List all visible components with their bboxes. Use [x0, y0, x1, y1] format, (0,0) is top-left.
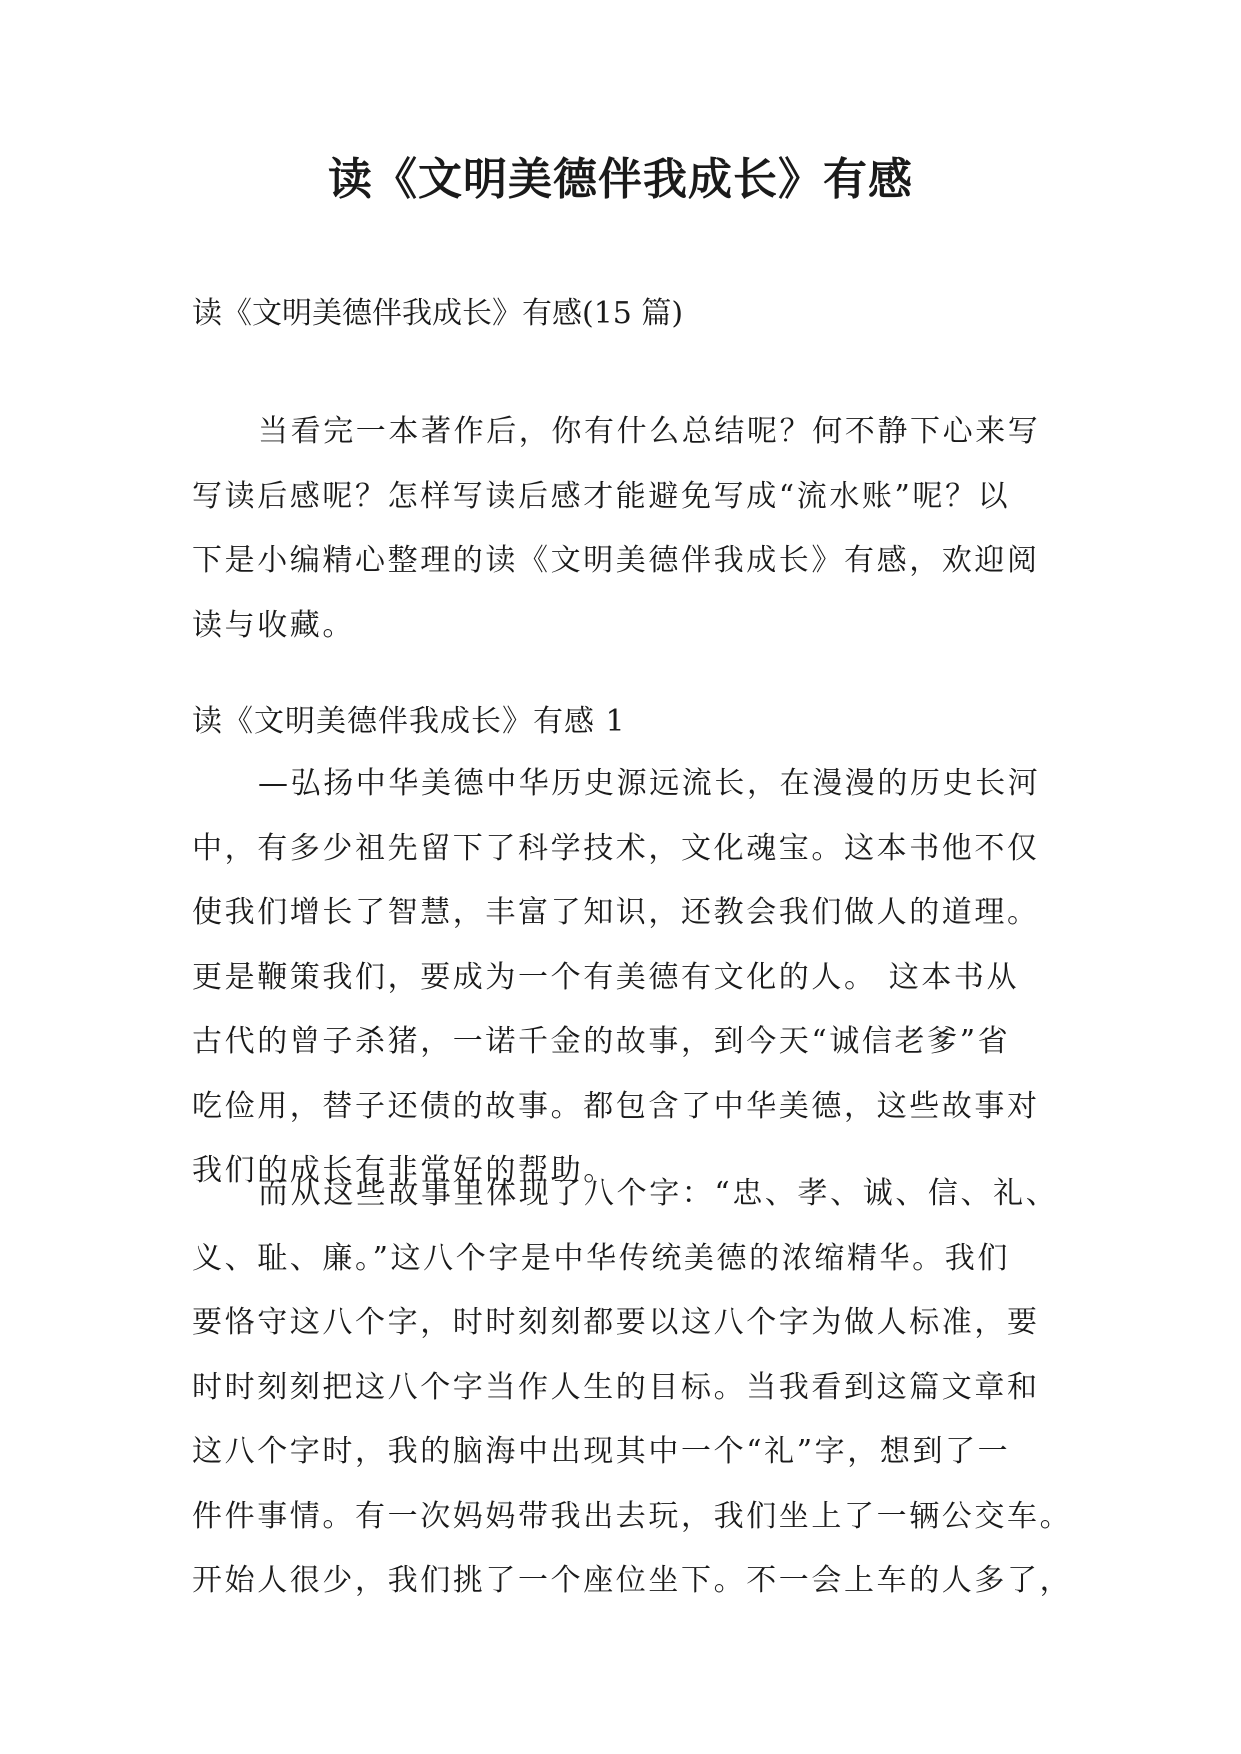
text-line: 义、耻、廉。”这八个字是中华传统美德的浓缩精华。我们 [192, 1240, 1010, 1276]
body-paragraph-2 [192, 1162, 1072, 1614]
text-line: —弘扬中华美德中华历史源远流长，在漫漫的历史长河 [258, 766, 1041, 801]
text-line: 这八个字时，我的脑海中出现其中一个“礼”字，想到了一 [192, 1434, 1011, 1469]
intro-paragraph [192, 400, 1072, 658]
text-line: 时时刻刻把这八个字当作人生的目标。当我看到这篇文章和 [192, 1369, 1040, 1405]
text-line: 当看完一本著作后，你有什么总结呢？何不静下心来写 [258, 414, 1041, 449]
section-heading: 读《文明美德伴我成长》有感 1 [192, 704, 626, 739]
text-line: 使我们增长了智慧，丰富了知识，还教会我们做人的道理。 [192, 895, 1040, 930]
text-line: 而从这些故事里体现了八个字：“忠、孝、诚、信、礼、 [258, 1176, 1059, 1211]
text-line: 写读后感呢？怎样写读后感才能避免写成“流水账”呢？以 [192, 478, 1011, 514]
text-line: 古代的曾子杀猪，一诺千金的故事，到今天“诚信老爹”省 [192, 1024, 1011, 1059]
document-subtitle: 读《文明美德伴我成长》有感(15 篇) [192, 296, 684, 331]
text-line: 吃俭用，替子还债的故事。都包含了中华美德，这些故事对 [192, 1088, 1040, 1124]
text-line: 读与收藏。 [192, 607, 355, 643]
text-line: 我们的成长有非常好的帮助。 [192, 1153, 616, 1188]
text-line: 要恪守这八个字，时时刻刻都要以这八个字为做人标准，要 [192, 1305, 1040, 1340]
text-line: 开始人很少，我们挑了一个座位坐下。不一会上车的人多了， [192, 1563, 1073, 1598]
text-line: 中，有多少祖先留下了科学技术，文化魂宝。这本书他不仅 [192, 830, 1040, 866]
document-title: 读《文明美德伴我成长》有感 [328, 154, 913, 205]
text-line: 件件事情。有一次妈妈带我出去玩，我们坐上了一辆公交车。 [192, 1498, 1073, 1534]
text-line: 更是鞭策我们，要成为一个有美德有文化的人。 这本书从 [192, 959, 1020, 995]
text-line: 下是小编精心整理的读《文明美德伴我成长》有感，欢迎阅 [192, 543, 1040, 578]
body-paragraph-1 [192, 752, 1072, 1204]
